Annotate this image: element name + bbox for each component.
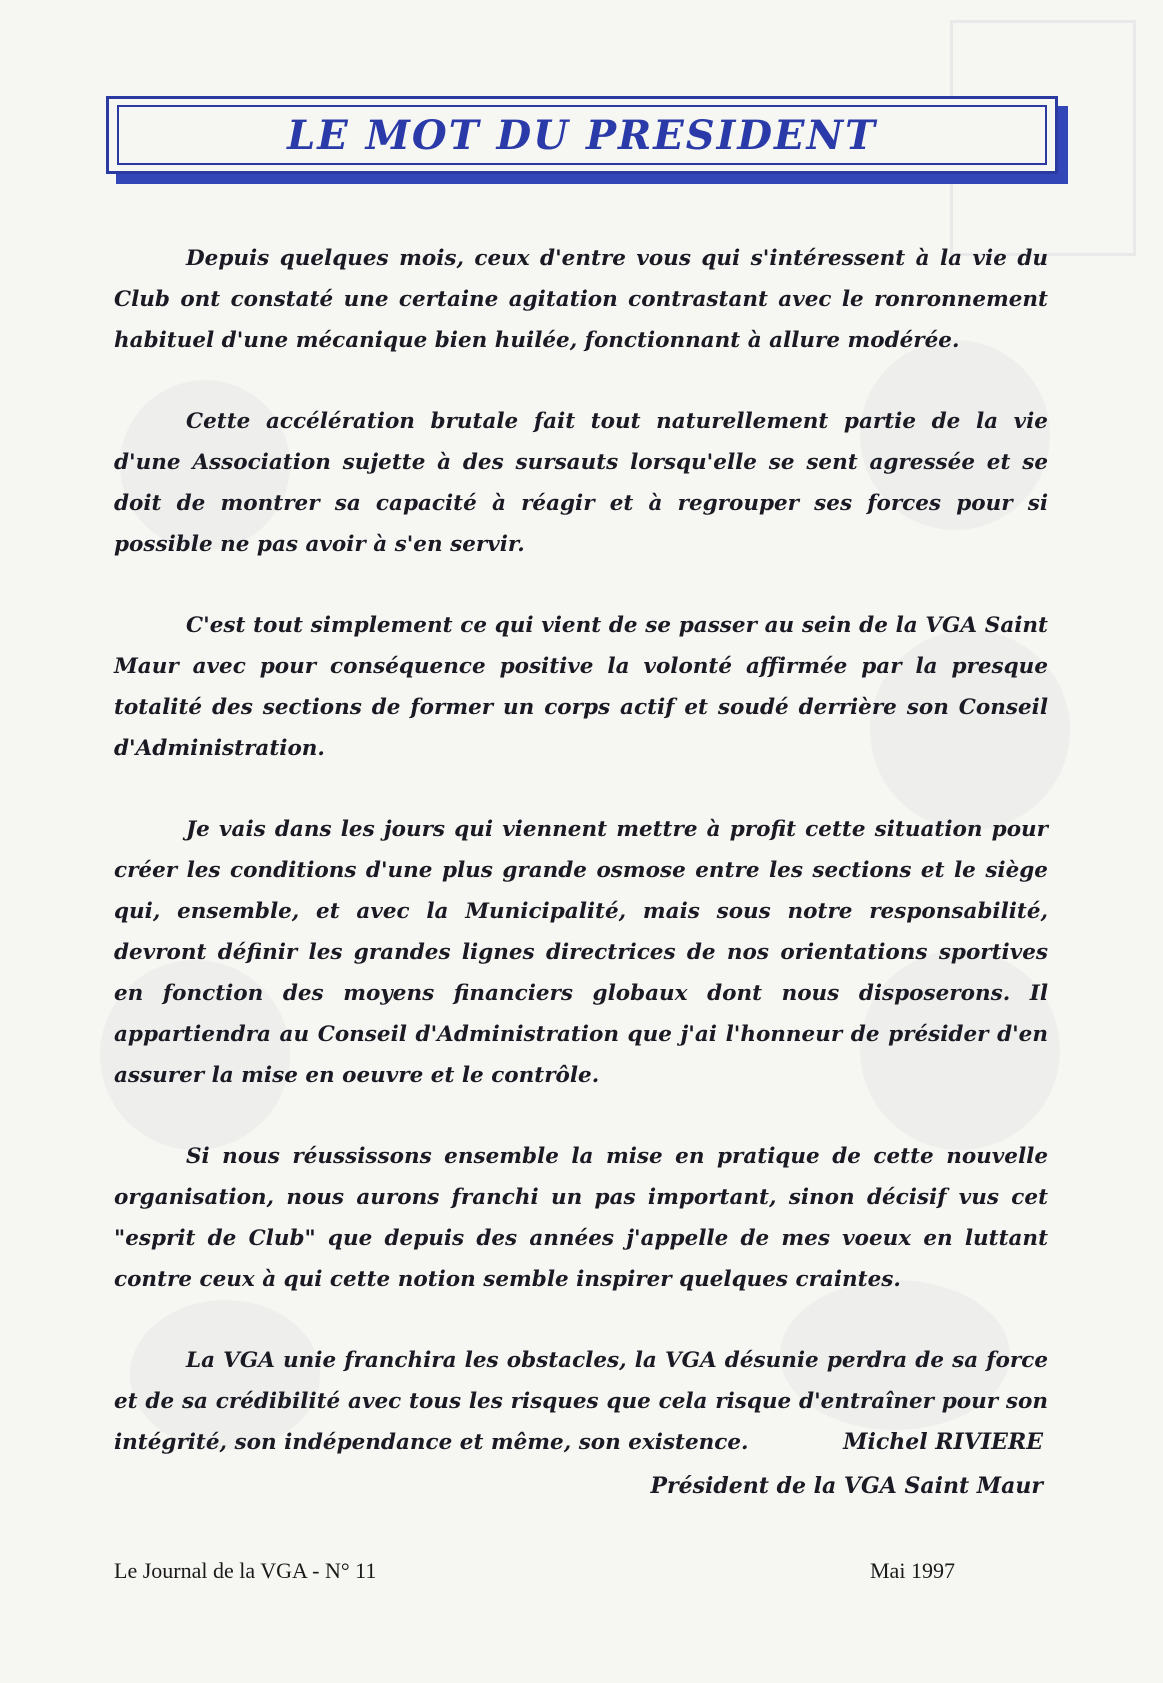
paragraph-3: C'est tout simplement ce qui vient de se passer au sein de la VGA Saint Maur avec pour conséquence positive la volonté affirmée par la presque totalité des sections de former un corps actif et soudé derrière son Conseil d'Administration. — [114, 613, 1048, 761]
footer-journal: Le Journal de la VGA - N° 11 — [114, 1558, 377, 1583]
paragraph-5: Si nous réussissons ensemble la mise en pratique de cette nouvelle organisation, nous aurons franchi un pas important, sinon décisif vus cet "esprit de Club" que depuis des années j'appelle de mes voeux en luttant contre ceux à qui cette notion semble inspirer quelques craintes. — [114, 1144, 1048, 1292]
signature-role: Président de la VGA Saint Maur — [650, 1473, 1043, 1499]
title-banner — [106, 96, 1058, 174]
footer-date: Mai 1997 — [870, 1558, 955, 1583]
signature-name: Michel RIVIERE — [843, 1429, 1043, 1455]
paragraph-4: Je vais dans les jours qui viennent mettre à profit cette situation pour créer les conditions d'une plus grande osmose entre les sections et le siège qui, ensemble, et avec la Municipalité, mais sous notre responsabilité, devront définir les grandes lignes directrices de nos orientations sportives en fonction des moyens financiers globaux dont nous disposerons. Il appartiendra au Conseil d'Administration que j'ai l'honneur de présider d'en assurer la mise en oeuvre et le contrôle. — [114, 817, 1048, 1088]
page-title: LE MOT DU PRESIDENT — [287, 111, 877, 159]
title-banner-inner — [117, 105, 1047, 165]
letter-body — [114, 238, 1048, 1503]
paragraph-1: Depuis quelques mois, ceux d'entre vous qui s'intéressent à la vie du Club ont constaté une certaine agitation contrastant avec le ronronnement habituel d'une mécanique bien huilée, fonctionnant à allure modérée. — [114, 246, 1048, 353]
paragraph-2: Cette accélération brutale fait tout naturellement partie de la vie d'une Association sujette à des sursauts lorsqu'elle se sent agressée et se doit de montrer sa capacité à réagir et à regrouper ses forces pour si possible ne pas avoir à s'en servir. — [114, 409, 1048, 557]
paragraph-6: La VGA unie franchira les obstacles, la VGA désunie perdra de sa force et de sa crédibilité avec tous les risques que cela risque d'entraîner pour son intégrité, son indépendance et même, son existence. — [114, 1348, 1048, 1455]
signature-block — [651, 1420, 1043, 1508]
